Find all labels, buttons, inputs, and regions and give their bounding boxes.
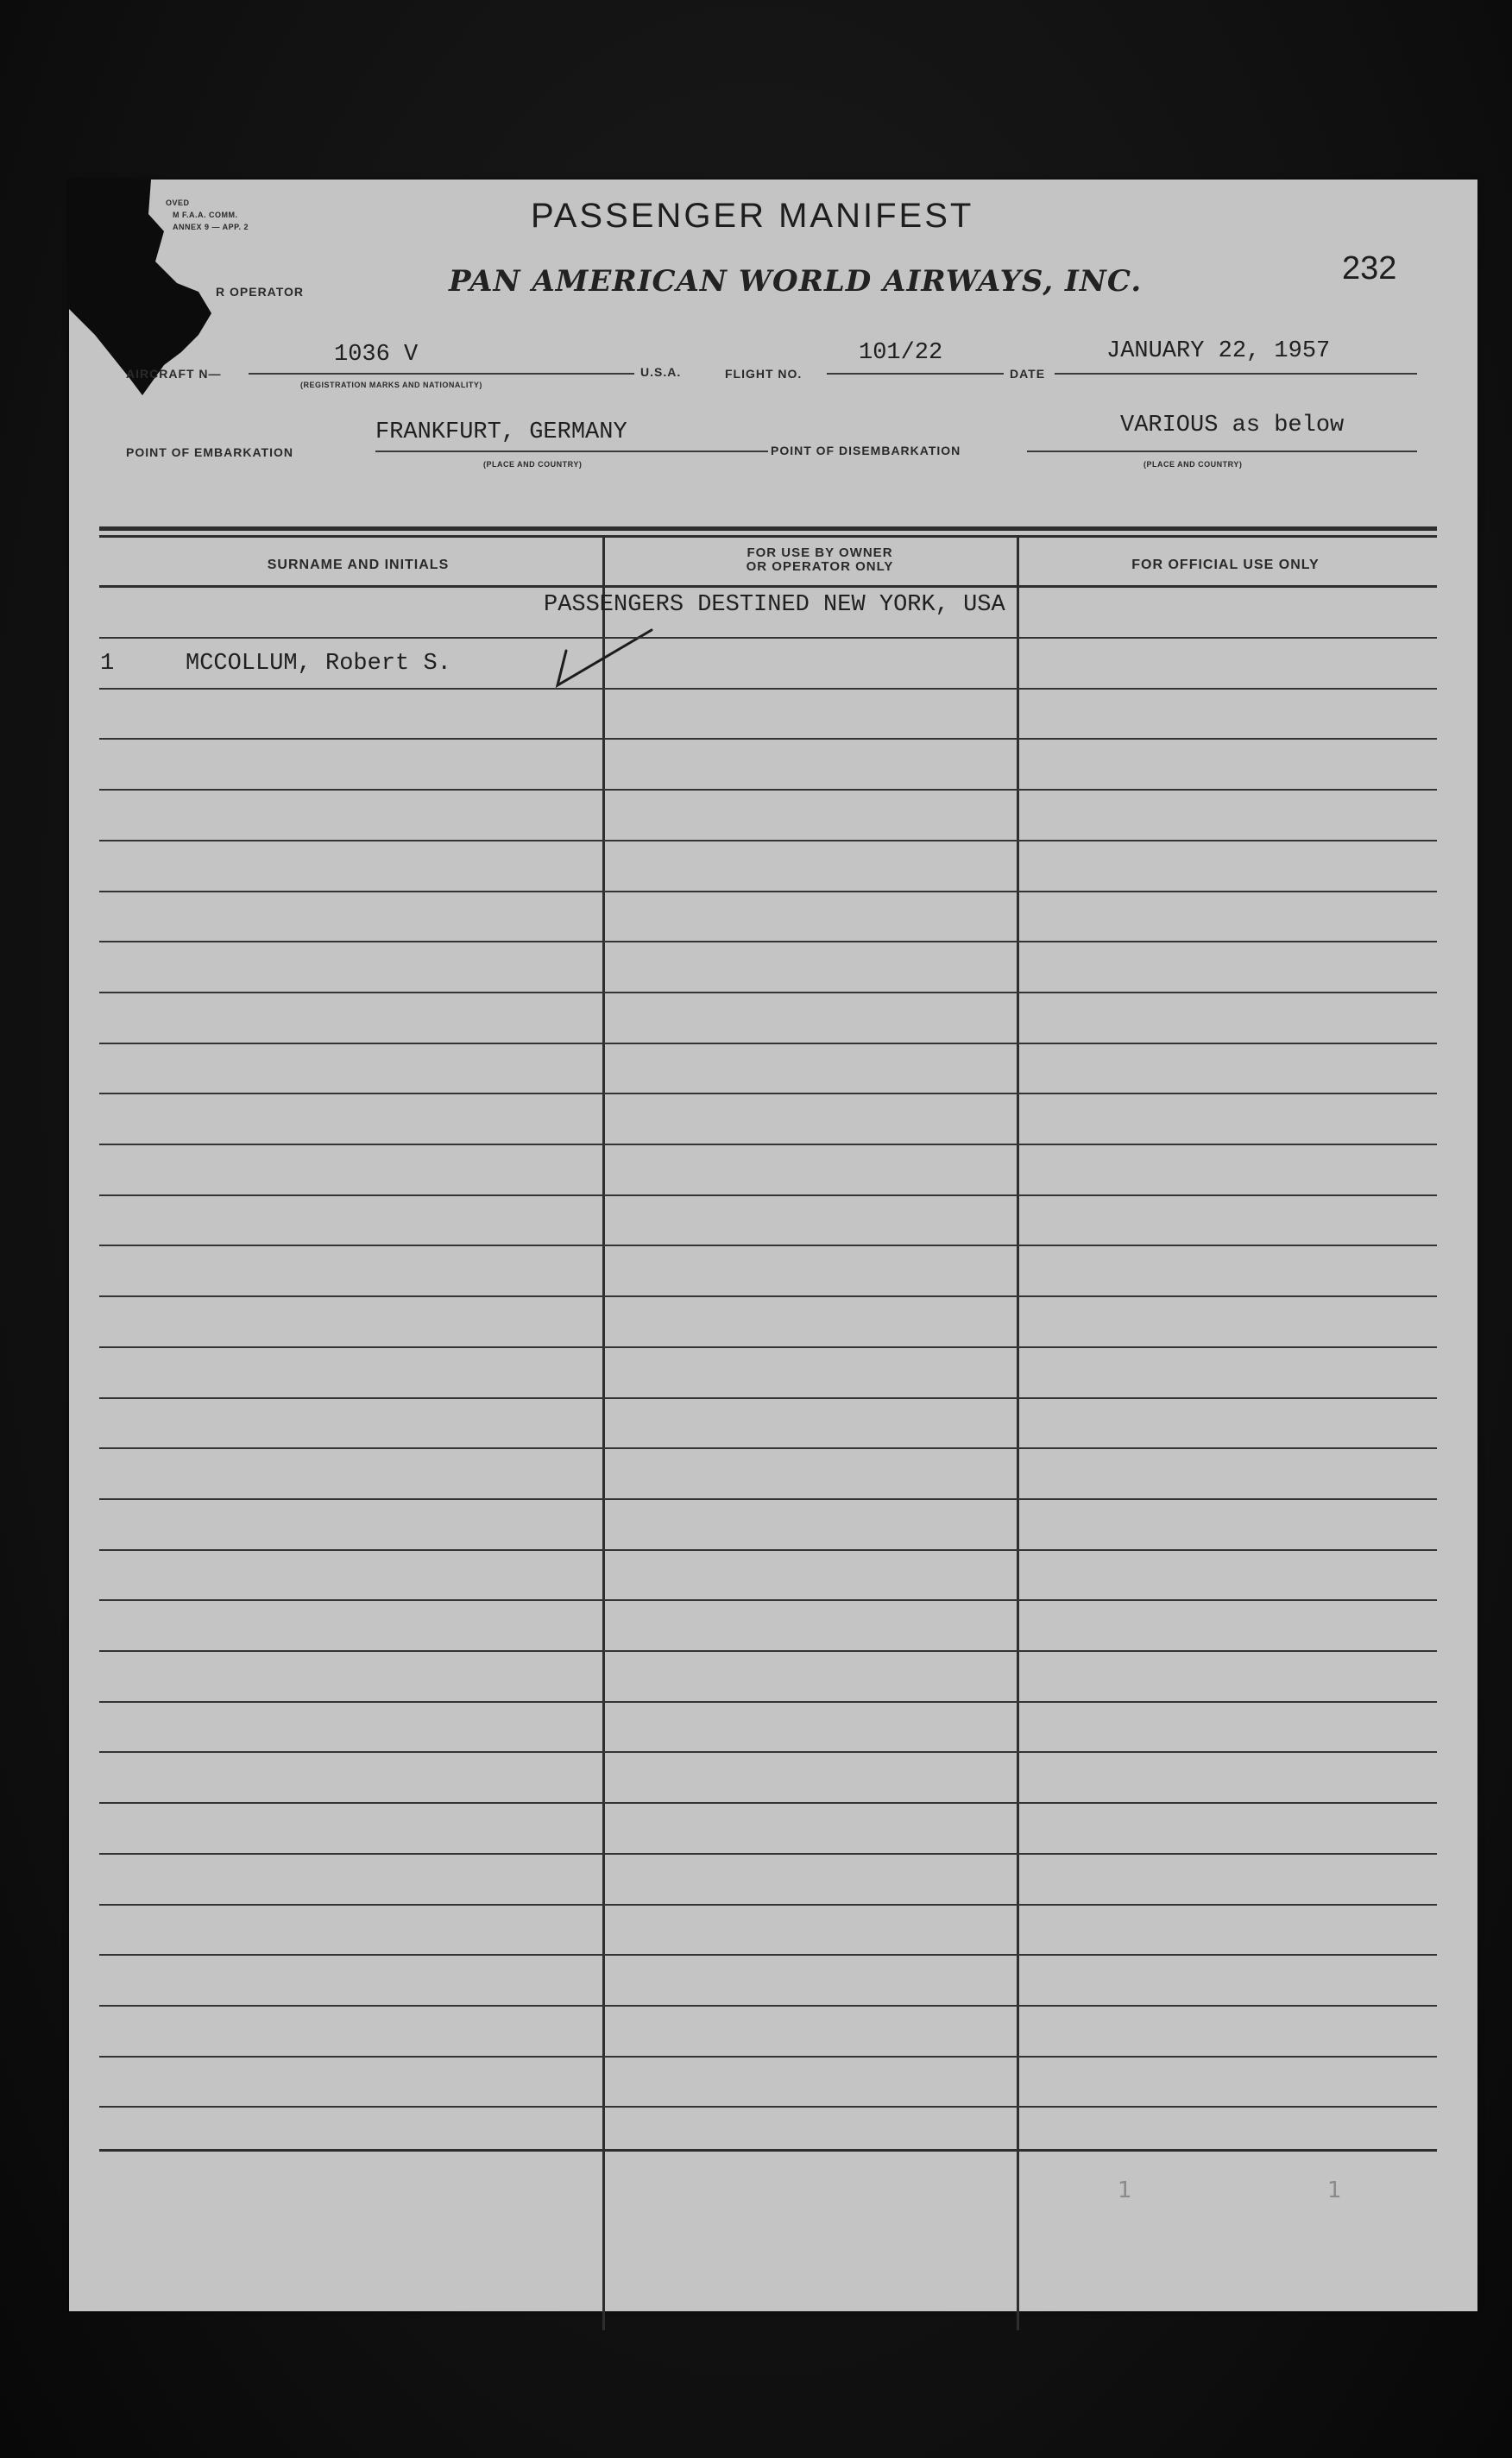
row-rule (99, 1853, 1437, 1855)
embarkation-label: POINT OF EMBARKATION (126, 445, 293, 459)
check-mark-icon (552, 611, 673, 697)
flight-label: FLIGHT NO. (725, 367, 803, 381)
row-rule (99, 1599, 1437, 1601)
row-rule (99, 1549, 1437, 1551)
row-rule (99, 1043, 1437, 1044)
col-header-surname: SURNAME AND INITIALS (267, 558, 450, 572)
approval-note-line3: ANNEX 9 — APP. 2 (173, 223, 249, 231)
aircraft-value: 1036 V (334, 342, 419, 368)
disembarkation-value: VARIOUS as below (1120, 413, 1345, 438)
flight-underline (827, 373, 1004, 375)
column-divider-1 (602, 535, 605, 2330)
manifest-page (69, 180, 1477, 2311)
destination-note: PASSENGERS DESTINED NEW YORK, USA (544, 592, 1005, 618)
row-rule (99, 1751, 1437, 1753)
disembarkation-label: POINT OF DISEMBARKATION (771, 444, 961, 457)
row-rule (99, 738, 1437, 740)
row-rule (99, 637, 1437, 639)
row-rule (99, 992, 1437, 993)
table-top-rule (99, 526, 1437, 531)
table-top-rule-2 (99, 535, 1437, 538)
col-header-owner-line1: FOR USE BY OWNER (747, 545, 893, 560)
aircraft-label: AIRCRAFT N— (126, 367, 222, 381)
usa-label: U.S.A. (640, 365, 682, 379)
approval-note-line1: OVED (166, 199, 190, 207)
row-rule (99, 2005, 1437, 2007)
pencil-mark-1: 1 (1118, 2178, 1132, 2203)
embarkation-underline (375, 451, 768, 452)
row-rule (99, 1904, 1437, 1906)
table-bottom-rule (99, 2149, 1437, 2152)
row-rule (99, 1093, 1437, 1094)
row-rule (99, 789, 1437, 791)
row-rule (99, 2056, 1437, 2058)
disembarkation-caption: (PLACE AND COUNTRY) (1143, 460, 1243, 469)
header-bottom-rule (99, 585, 1437, 588)
disembarkation-underline (1027, 451, 1417, 452)
owner-operator-label: R OPERATOR (216, 285, 305, 299)
row-rule (99, 1245, 1437, 1246)
col-header-owner-line2: OR OPERATOR ONLY (746, 559, 894, 574)
row-rule (99, 1295, 1437, 1297)
airline-name: PAN AMERICAN WORLD AIRWAYS, INC. (449, 264, 1143, 299)
row-rule (99, 1194, 1437, 1196)
approval-note-line2: M F.A.A. COMM. (173, 211, 238, 219)
flight-value: 101/22 (859, 340, 943, 366)
row-rule (99, 2106, 1437, 2108)
row-rule (99, 1447, 1437, 1449)
manifest-title: PASSENGER MANIFEST (531, 197, 974, 235)
col-header-official: FOR OFFICIAL USE ONLY (1131, 558, 1320, 572)
date-underline (1055, 373, 1417, 375)
row-rule (99, 1802, 1437, 1804)
row-rule (99, 891, 1437, 892)
row-rule (99, 1397, 1437, 1399)
row-rule (99, 1144, 1437, 1145)
date-value: JANUARY 22, 1957 (1106, 338, 1331, 364)
embarkation-value: FRANKFURT, GERMANY (375, 419, 627, 445)
row-rule (99, 1498, 1437, 1500)
row-rule (99, 1701, 1437, 1703)
date-label: DATE (1010, 367, 1046, 381)
row-1-number: 1 (100, 651, 115, 677)
aircraft-underline (249, 373, 634, 375)
registration-caption: (REGISTRATION MARKS AND NATIONALITY) (300, 381, 482, 389)
row-rule (99, 1954, 1437, 1956)
pencil-mark-2: 1 (1327, 2178, 1342, 2203)
row-rule (99, 1650, 1437, 1652)
row-1-name: MCCOLLUM, Robert S. (186, 651, 451, 677)
row-rule (99, 1346, 1437, 1348)
embarkation-caption: (PLACE AND COUNTRY) (483, 460, 583, 469)
row-rule (99, 941, 1437, 942)
row-rule (99, 840, 1437, 841)
column-divider-2 (1017, 535, 1019, 2330)
page-number: 232 (1342, 250, 1397, 287)
row-rule (99, 688, 1437, 690)
